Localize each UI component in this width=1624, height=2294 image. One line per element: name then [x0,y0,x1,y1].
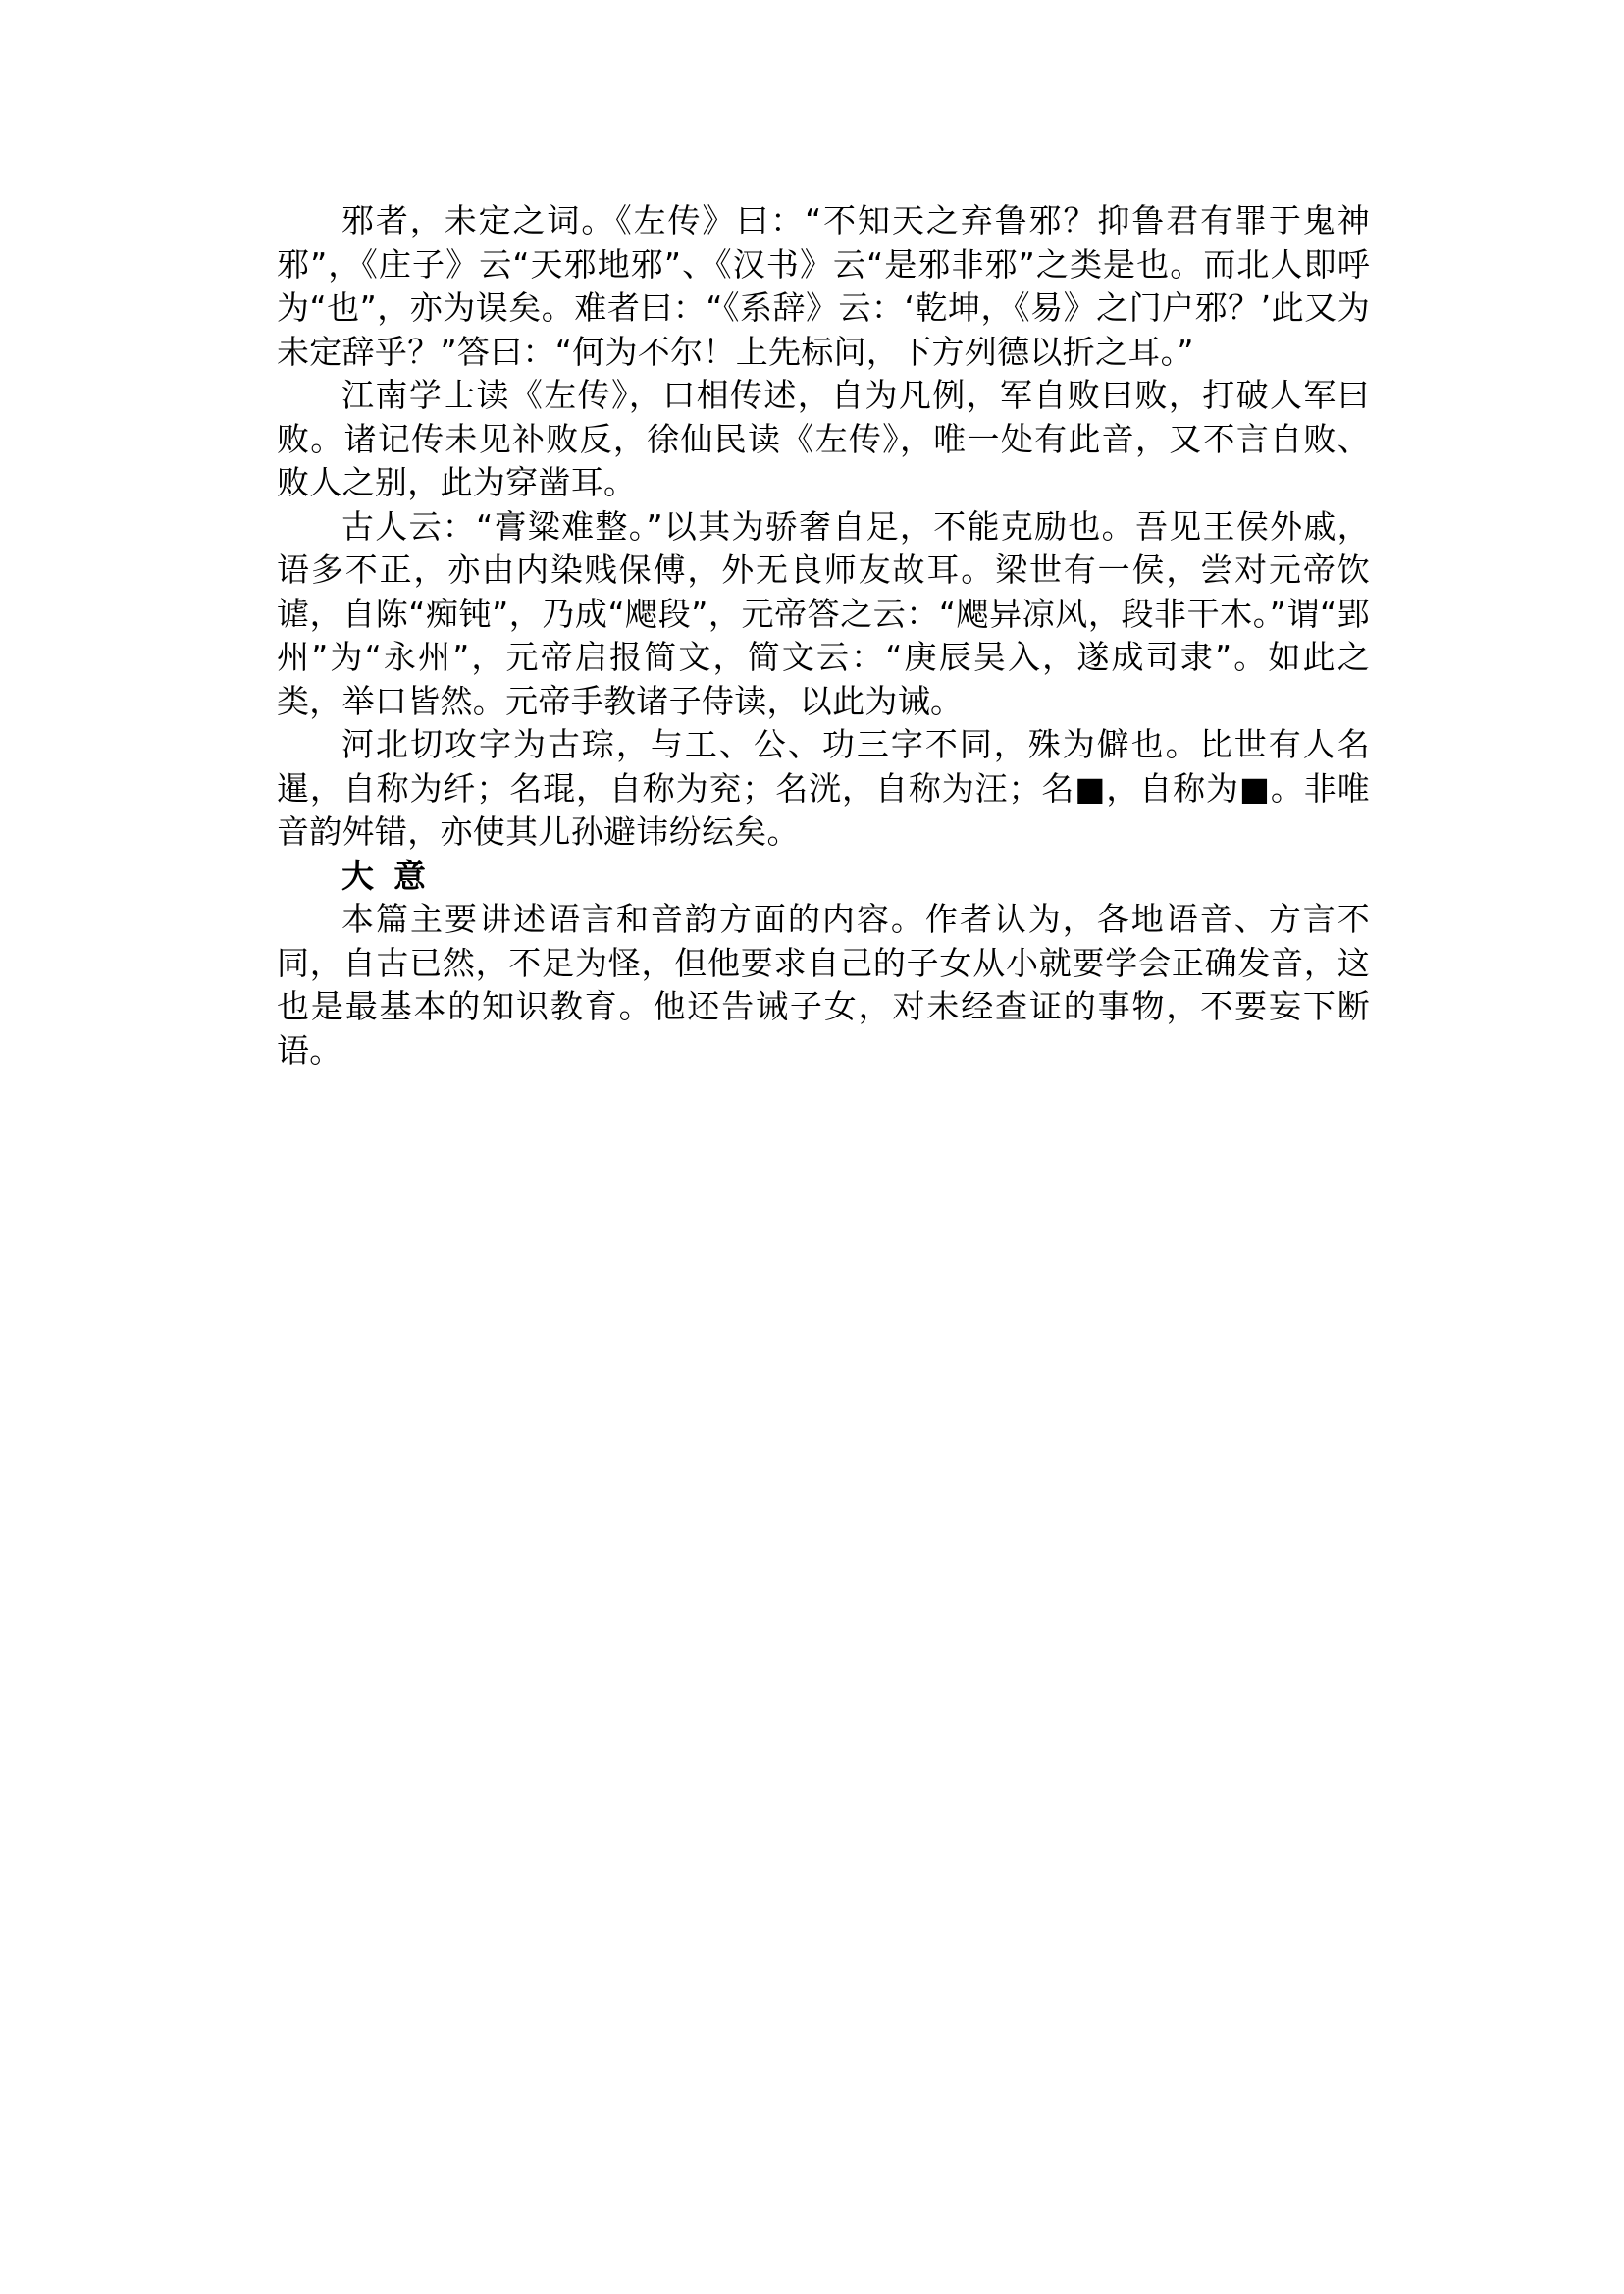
section-heading: 大意 [341,856,445,895]
paragraph-gaoliang: 古人云：“膏粱难整。”以其为骄奢自足，不能克励也。吾见王侯外戚，语多不正，亦由内染贱保傅，外无良师友故耳。梁世有一侯，尝对元帝饮谑，自陈“痴钝”，乃成“飔段”，元帝答之云：“飔异凉风，段非干木。”谓“郢州”为“永州”，元帝启报简文，简文云：“庚辰吴入，遂成司隶”。如此之类，举口皆然。元帝手教诸子侍读，以此为诫。 [277,506,1370,720]
document-body [277,199,1370,1072]
paragraph-bai: 江南学士读《左传》，口相传述，自为凡例，军自败曰败，打破人军曰败。诸记传未见补败反，徐仙民读《左传》，唯一处有此音，又不言自败、败人之别，此为穿凿耳。 [277,376,1370,501]
paragraph-hebei: 河北切攻字为古琮，与工、公、功三字不同，殊为僻也。比世有人名暹，自称为纤；名琨，自称为兖；名洸，自称为汪；名■，自称为■。非唯音韵舛错，亦使其儿孙避讳纷纭矣。 [277,725,1370,851]
summary-paragraph: 本篇主要讲述语言和音韵方面的内容。作者认为，各地语音、方言不同，自古已然，不足为怪，但他要求自己的子女从小就要学会正确发音，这也是最基本的知识教育。他还告诫子女，对未经查证的事物，不要妄下断语。 [277,900,1370,1069]
paragraph-ye: 邪者，未定之词。《左传》曰：“不知天之弃鲁邪？抑鲁君有罪于鬼神邪”，《庄子》云“天邪地邪”、《汉书》云“是邪非邪”之类是也。而北人即呼为“也”，亦为误矣。难者曰：“《系辞》云：‘乾坤，《易》之门户邪？’此又为未定辞乎？”答曰：“何为不尔！上先标问，下方列德以折之耳。” [277,201,1370,371]
